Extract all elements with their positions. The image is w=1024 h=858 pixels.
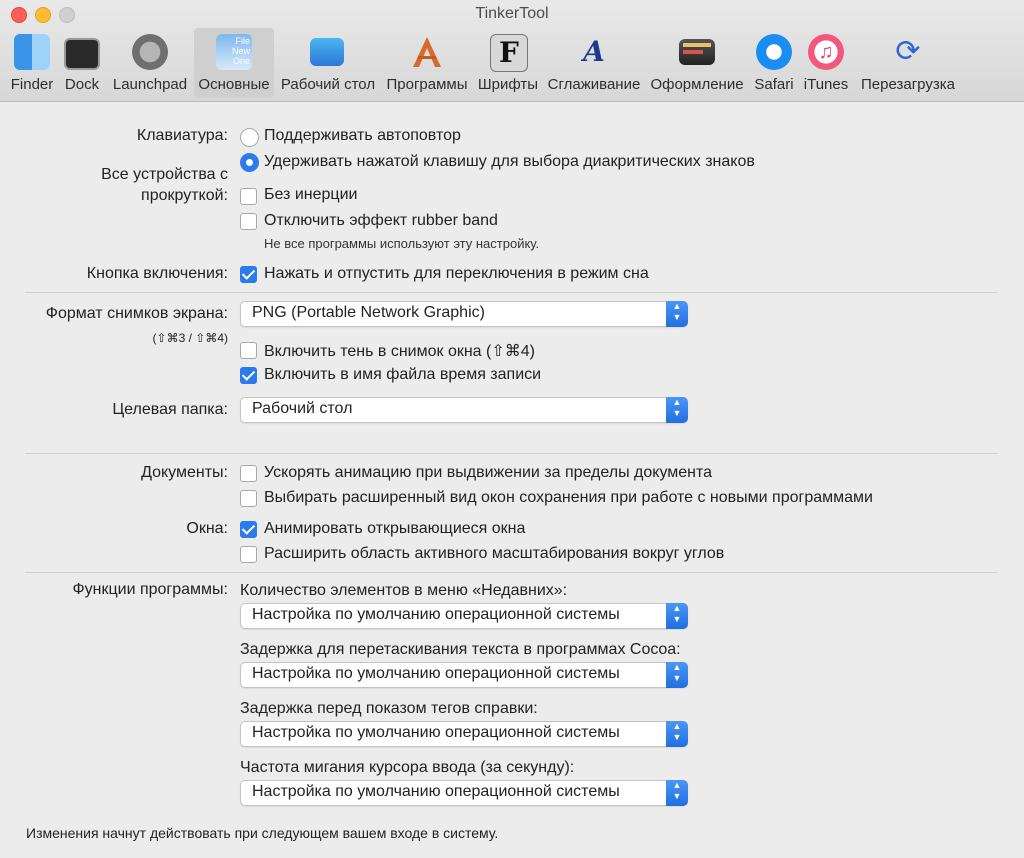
speed-animation-label: Ускорять анимацию при выдвижении за пределы документа [264,464,713,481]
chevron-updown-icon: ▲ ▼ [666,397,688,423]
help-tags-label: Задержка перед показом тегов справки: [240,700,538,717]
drag-delay-label: Задержка для перетаскивания текста в программах Cocoa: [240,641,681,658]
finder-icon [14,34,50,70]
reload-icon: ⟳ [895,35,921,68]
target-folder-label: Целевая папка: [112,401,228,418]
window-title: TinkerTool [475,5,549,22]
recent-items-value: Настройка по умолчанию операционной системы [252,606,620,623]
general-icon-file: File [235,36,250,46]
tab-desktop[interactable] [278,28,378,98]
tab-label: Программы [386,76,468,93]
fonts-icon [490,34,528,72]
tab-finder[interactable] [4,28,60,98]
tab-launchpad[interactable] [110,28,190,98]
windows-label: Окна: [186,520,228,537]
tab-label: Рабочий стол [280,76,376,93]
extend-zoom-label: Расширить область активного масштабирования вокруг углов [264,545,725,562]
scrolling-note: Не все программы используют эту настройку. [264,236,540,251]
no-inertia-label: Без инерции [264,186,358,203]
title-bar [0,0,1024,102]
speed-animation-checkbox[interactable] [240,465,257,482]
window-shadow-label: Включить тень в снимок окна (⇧⌘4) [264,343,535,360]
chevron-updown-icon: ▲ ▼ [666,603,688,629]
tab-label: Основные [198,76,270,93]
general-icon-new: New [231,46,250,56]
app-functions-label: Функции программы: [72,581,228,598]
tab-fonts[interactable] [476,28,540,98]
timestamp-label: Включить в имя файла время записи [264,366,542,383]
expanded-save-checkbox[interactable] [240,490,257,507]
autorepeat-radio[interactable] [240,128,259,147]
cursor-blink-select[interactable] [240,780,688,806]
appearance-icon [679,39,715,65]
tab-label: Dock [64,76,100,93]
chevron-updown-icon: ▲ ▼ [666,721,688,747]
smoothing-icon-letter: A [583,35,605,68]
general-icon [216,34,252,70]
tab-smoothing[interactable] [546,28,642,98]
fonts-icon-letter: F [499,36,519,69]
chevron-updown-icon: ▲ ▼ [666,662,688,688]
screenshot-shortcut-note: (⇧⌘3 / ⇧⌘4) [152,331,228,345]
separator [25,572,998,573]
tab-label: Finder [10,76,54,93]
tab-general[interactable] [194,28,274,98]
applications-icon [409,34,445,70]
diacritics-label: Удерживать нажатой клавишу для выбора диакритических знаков [264,153,755,170]
tab-reload[interactable] [856,28,960,98]
general-icon-one: One [232,56,250,66]
no-inertia-checkbox[interactable] [240,188,257,205]
separator [25,453,998,454]
tab-appearance[interactable] [648,28,746,98]
timestamp-checkbox[interactable] [240,367,257,384]
screenshot-format-label: Формат снимков экрана: [45,305,228,322]
help-tags-value: Настройка по умолчанию операционной системы [252,724,620,741]
chevron-updown-icon: ▲ ▼ [666,301,688,327]
footer-note: Изменения начнут действовать при следующем вашем входе в систему. [26,825,499,841]
tab-label: Сглаживание [547,76,641,93]
power-sleep-label: Нажать и отпустить для переключения в режим сна [264,265,649,282]
smoothing-icon [576,34,612,70]
target-folder-value: Рабочий стол [252,400,353,417]
window-shadow-checkbox[interactable] [240,342,257,359]
tab-applications[interactable] [382,28,472,98]
tab-label: Launchpad [112,76,188,93]
tab-label: Оформление [650,76,744,93]
scrolling-label-line2: прокруткой: [141,187,228,204]
tab-label: iTunes [803,76,849,93]
separator [25,292,998,293]
drag-delay-value: Настройка по умолчанию операционной системы [252,665,620,682]
autorepeat-label: Поддерживать автоповтор [264,127,461,144]
extend-zoom-checkbox[interactable] [240,546,257,563]
tab-label: Safari [754,76,794,93]
safari-icon [756,34,792,70]
documents-label: Документы: [141,464,228,481]
tab-label: Перезагрузка [861,76,955,93]
animate-windows-label: Анимировать открывающиеся окна [264,520,526,537]
help-tags-select[interactable] [240,721,688,747]
tab-dock[interactable] [60,28,104,98]
drag-delay-select[interactable] [240,662,688,688]
power-button-label: Кнопка включения: [86,265,228,282]
scrolling-label-line1: Все устройства с [101,166,228,183]
screenshot-format-select[interactable] [240,301,688,327]
rubber-band-label: Отключить эффект rubber band [264,212,498,229]
launchpad-icon [132,34,168,70]
diacritics-radio[interactable] [240,153,259,172]
recent-items-select[interactable] [240,603,688,629]
cursor-blink-value: Настройка по умолчанию операционной системы [252,783,620,800]
desktop-icon [310,38,344,66]
chevron-updown-icon: ▲ ▼ [666,780,688,806]
tab-label: Шрифты [477,76,539,93]
keyboard-label: Клавиатура: [136,127,228,144]
power-sleep-checkbox[interactable] [240,266,257,283]
target-folder-select[interactable] [240,397,688,423]
tab-itunes[interactable] [802,28,850,98]
animate-windows-checkbox[interactable] [240,521,257,538]
recent-items-label: Количество элементов в меню «Недавних»: [240,582,568,599]
screenshot-format-value: PNG (Portable Network Graphic) [252,304,485,321]
expanded-save-label: Выбирать расширенный вид окон сохранения при работе с новыми программами [264,489,873,506]
rubber-band-checkbox[interactable] [240,213,257,230]
itunes-icon: ♫ [808,34,844,70]
tab-safari[interactable] [750,28,798,98]
dock-icon [64,38,100,70]
cursor-blink-label: Частота мигания курсора ввода (за секунду): [240,759,575,776]
